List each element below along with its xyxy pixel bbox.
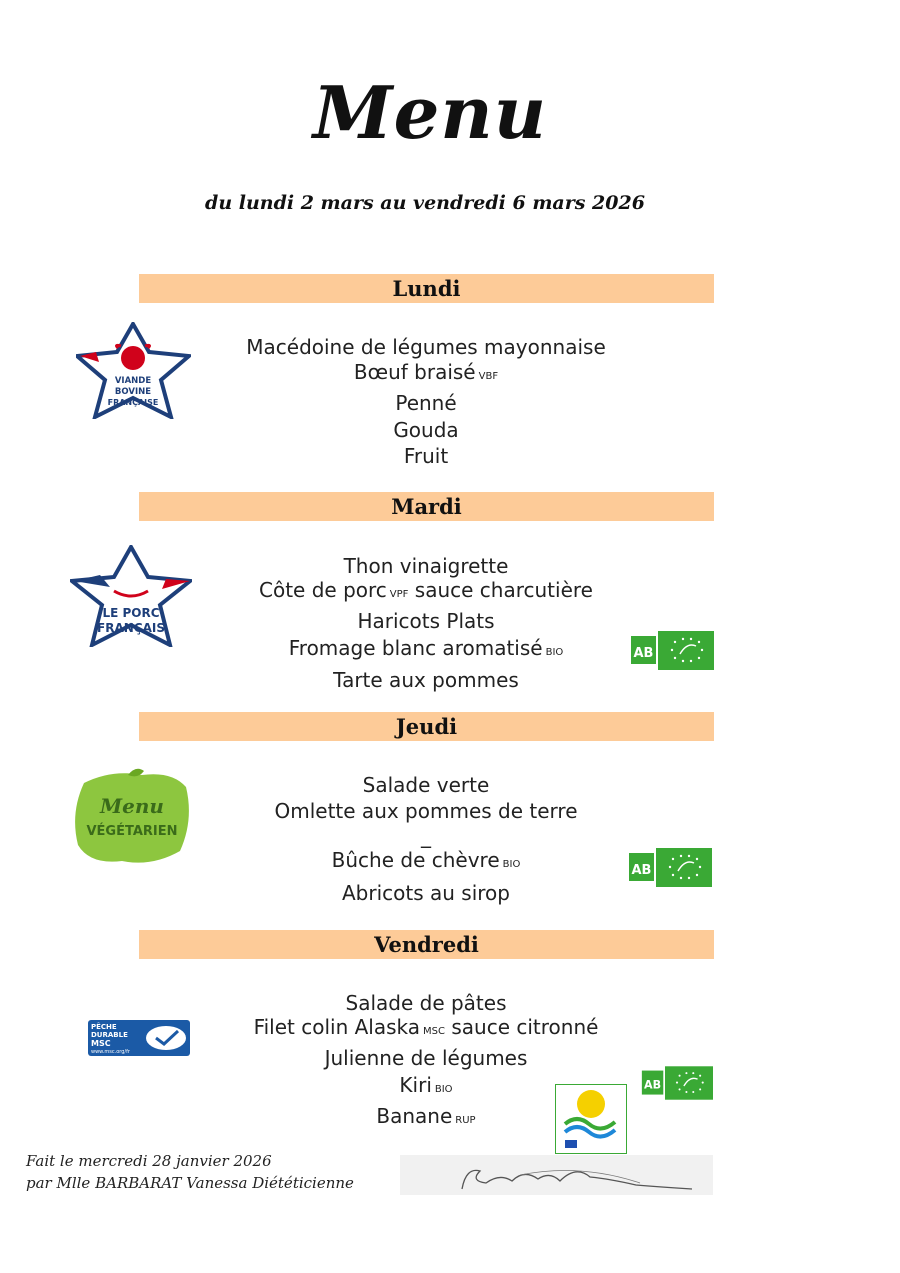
day-header-jeudi: Jeudi (139, 712, 714, 741)
logo-text-line: FRANÇAISE (107, 398, 159, 407)
dish-item: Bœuf braisé VBF (353, 360, 499, 384)
agriculture-biologique-logo (630, 630, 714, 675)
logo-text-line: Menu (100, 794, 164, 818)
logo-text-line: FRANÇAIS (97, 621, 165, 635)
agriculture-biologique-logo (641, 1065, 713, 1105)
msc-peche-durable-logo (88, 1020, 190, 1060)
menu-title: Menu (312, 70, 548, 155)
dish-item: Bûche de chèvre BIO (331, 848, 521, 872)
dish-item: Filet colin Alaska MSC sauce citronné (253, 1015, 599, 1039)
label-tag: VPF (389, 589, 409, 600)
label-tag: VBF (478, 371, 499, 382)
day-header-vendredi: Vendredi (139, 930, 714, 959)
ab-logo-text: AB (644, 1078, 662, 1092)
dish-item: Julienne de légumes (324, 1046, 528, 1070)
signature (400, 1155, 713, 1195)
dish-item: Macédoine de légumes mayonnaise (246, 335, 606, 359)
dish-list-lundi (226, 335, 626, 469)
dish-item: Salade de pâtes (345, 991, 507, 1015)
viande-bovine-francaise-logo (76, 322, 191, 423)
menu-vegetarien-logo (72, 765, 192, 873)
ab-logo-text: AB (631, 863, 652, 878)
logo-text-line: VÉGÉTARIEN (86, 824, 178, 839)
day-header-lundi: Lundi (139, 274, 714, 303)
dish-list-jeudi (226, 773, 626, 908)
dish-item: Fruit (403, 444, 449, 468)
dish-item: Salade verte (362, 773, 490, 797)
logo-text-line: DURABLE (91, 1031, 128, 1039)
menu-date-range: du lundi 2 mars au vendredi 6 mars 2026 (205, 192, 645, 214)
dish-item: Côte de porc VPF sauce charcutière (259, 578, 593, 602)
dish-list-mardi (226, 554, 626, 695)
dish-item: Haricots Plats (357, 609, 495, 633)
dish-item: Gouda (393, 418, 459, 442)
footer-author: par Mlle BARBARAT Vanessa Diététicienne (26, 1174, 354, 1192)
dish-item: Banane RUP (376, 1104, 476, 1128)
label-tag: MSC (423, 1026, 445, 1037)
logo-text-line: www.msc.org/fr (91, 1049, 130, 1055)
label-tag: RUP (455, 1115, 476, 1126)
logo-text-line: LE PORC (102, 606, 160, 620)
ab-logo-text: AB (633, 646, 654, 661)
logo-text-line: VIANDE (114, 376, 152, 386)
dish-item: Omlette aux pommes de terre (274, 799, 578, 823)
agriculture-biologique-logo (628, 847, 712, 892)
le-porc-francais-logo (70, 545, 192, 651)
dish-item: Kiri BIO (399, 1073, 453, 1097)
label-tag: BIO (545, 647, 564, 658)
dish-item: Fromage blanc aromatisé BIO (288, 636, 564, 660)
logo-text-line: PÊCHE (91, 1023, 117, 1031)
logo-text-line: BOVINE (114, 387, 152, 397)
label-tag: BIO (502, 859, 521, 870)
dish-item: Tarte aux pommes (333, 668, 519, 692)
label-tag: BIO (434, 1084, 453, 1095)
dish-item: Abricots au sirop (342, 881, 510, 905)
dish-item: _ (421, 824, 431, 848)
footer-date: Fait le mercredi 28 janvier 2026 (26, 1152, 272, 1170)
day-header-mardi: Mardi (139, 492, 714, 521)
rup-label-logo (555, 1084, 627, 1158)
dish-item: Thon vinaigrette (343, 554, 509, 578)
logo-text-line: MSC (91, 1039, 111, 1048)
dish-item: Penné (395, 391, 457, 415)
